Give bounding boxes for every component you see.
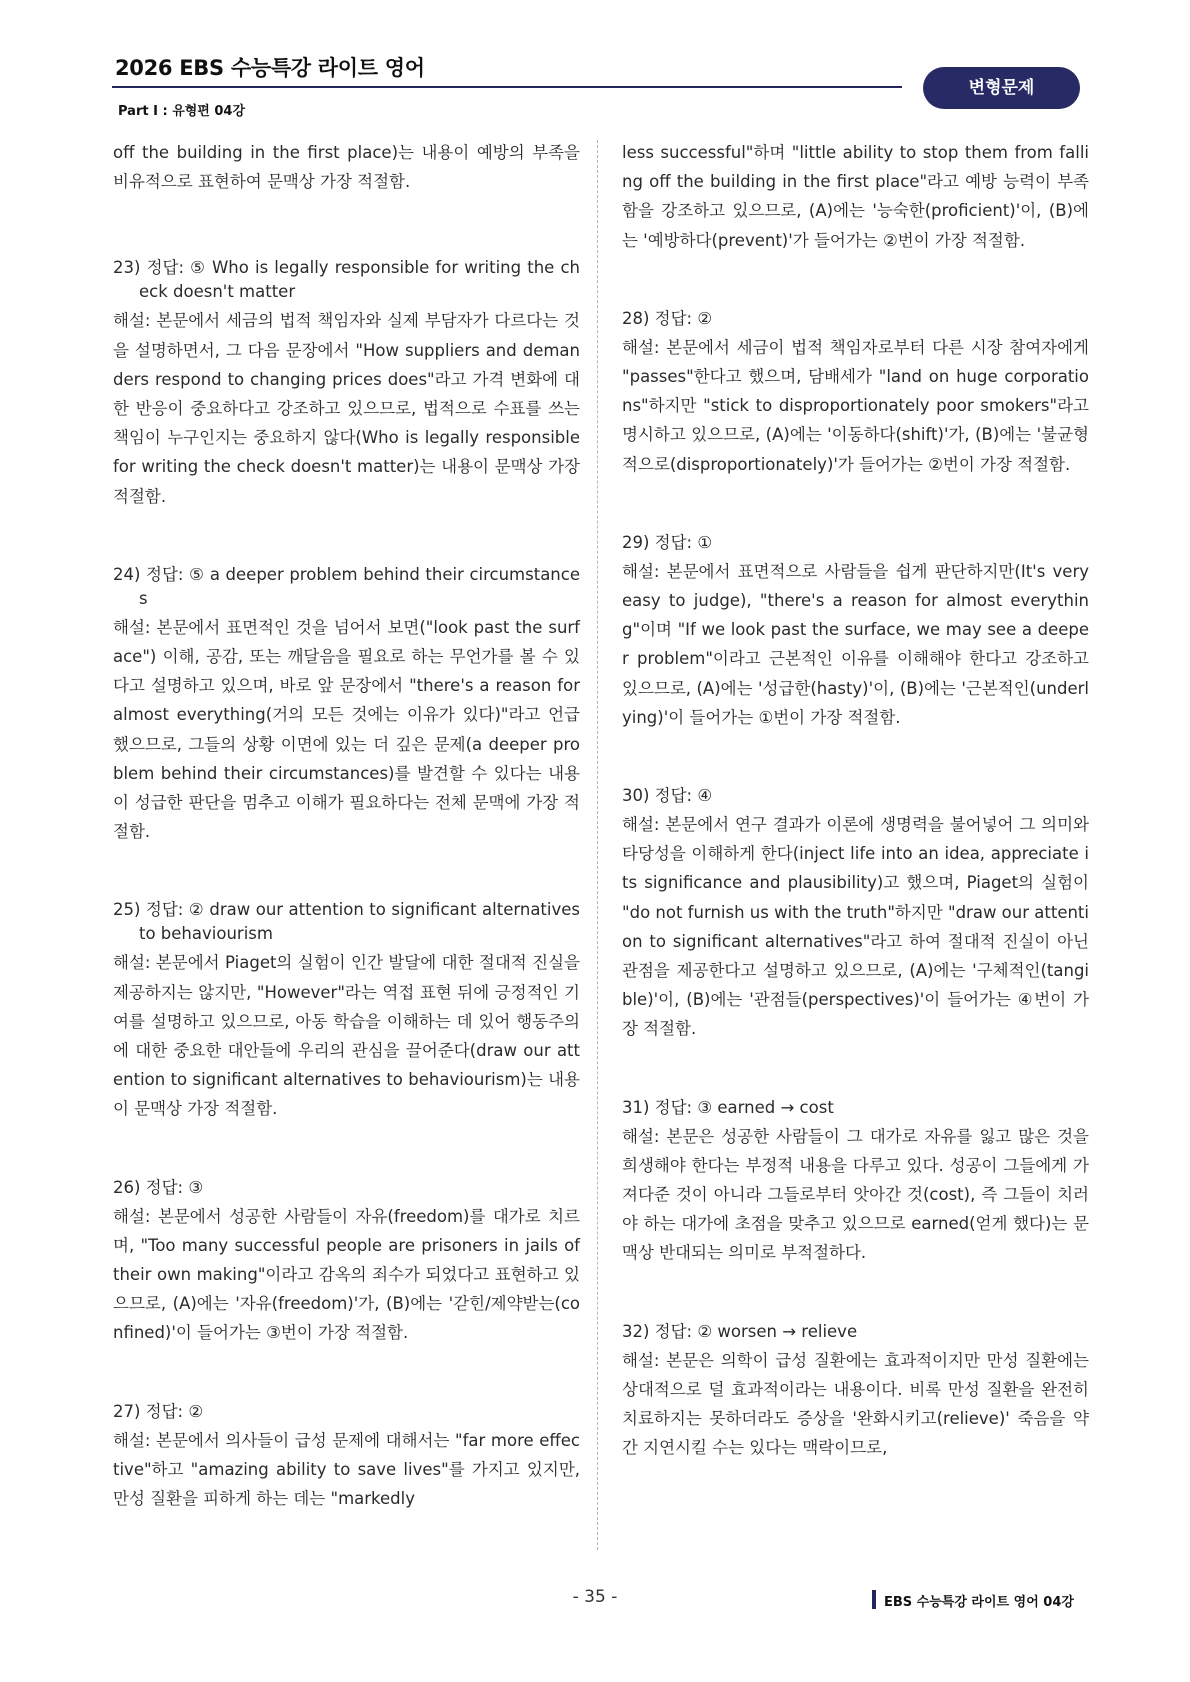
header-divider [112,86,902,88]
explanation-text: 해설: 본문에서 연구 결과가 이론에 생명력을 불어넣어 그 의미와 타당성을 이해하게 한다(inject life into an idea, appreciate its significance and plausibility)고 했으며, Piaget의 실험이 "do not furnish us with the truth"하지만 "draw our attention to significant alternatives"라고 하여 절대적 진실이 아닌 관점을 제공한다고 설명하고 있으므로, (A)에는 '구체적인(tangible)'이, (B)에는 '관점들(perspectives)'이 들어가는 ④번이 가장 적절함. [622,815,1089,1039]
answer-entry-27 [113,1400,580,1514]
page-number: - 35 - [572,1587,618,1607]
explanation-text: 해설: 본문은 성공한 사람들이 그 대가로 자유를 잃고 많은 것을 희생해야 한다는 부정적 내용을 다루고 있다. 성공이 그들에게 가져다준 것이 아니라 그들로부터 앗아간 것(cost), 즉 그들이 치러야 하는 대가에 초점을 맞추고 있으므로 earned(얻게 했다)는 문맥상 반대되는 의미로 부적절하다. [622,1126,1089,1263]
section-badge: 변형문제 [923,67,1080,109]
answer-line: 32) 정답: ② worsen → relieve [622,1321,858,1341]
answer-entry-25 [113,898,580,1123]
answer-line: 26) 정답: ③ [113,1177,204,1197]
answer-entry-24 [113,563,580,847]
left-column [113,138,580,1513]
continuation-text: less successful"하며 "little ability to stop them from falling off the building in the first place"라고 예방 능력이 부족함을 강조하고 있으므로, (A)에는 '능숙한(proficient)'이, (B)에는 '예방하다(prevent)'가 들어가는 ②번이 가장 적절함. [622,143,1089,250]
page-header-subtitle: Part Ⅰ : 유형편 04강 [118,104,246,119]
answer-line: 25) 정답: ② draw our attention to significant alternatives to behaviourism [113,900,580,944]
explanation-text: 해설: 본문에서 성공한 사람들이 자유(freedom)를 대가로 치르며, "Too many successful people are prisoners in jails of their own making"이라고 감옥의 죄수가 되었다고 표현하고 있으므로, (A)에는 '자유(freedom)'가, (B)에는 '갇힌/제약받는(confined)'이 들어가는 ③번이 가장 적절함. [113,1206,580,1343]
answer-entry-32 [622,1320,1089,1463]
explanation-text: 해설: 본문에서 표면적인 것을 넘어서 보면("look past the surface") 이해, 공감, 또는 깨달음을 필요로 하는 무언가를 볼 수 있다고 설명하고 있으며, 바로 앞 문장에서 "there's a reason for almost everything(거의 모든 것에는 이유가 있다)"라고 언급했으므로, 그들의 상황 이면에 있는 더 깊은 문제(a deeper problem behind their circumstances)를 발견할 수 있다는 내용이 성급한 판단을 멈추고 이해가 필요하다는 전체 문맥에 가장 적절함. [113,617,580,842]
answer-entry-31 [622,1096,1089,1268]
answer-line: 24) 정답: ⑤ a deeper problem behind their circumstances [113,564,580,608]
answer-line: 28) 정답: ② [622,308,713,328]
answer-entry-29 [622,531,1089,732]
answer-line: 29) 정답: ① [622,532,713,552]
footer-book-title: EBS 수능특강 라이트 영어 04강 [884,1595,1074,1610]
answer-entry-23 [113,256,580,510]
footer-accent-bar [872,1590,876,1609]
right-column [622,138,1089,1463]
answer-line: 30) 정답: ④ [622,786,713,806]
explanation-text: 해설: 본문에서 표면적으로 사람들을 쉽게 판단하지만(It's very easy to judge), "there's a reason for almost everything"이며 "If we look past the surface, we may see a deeper problem"이라고 근본적인 이유를 이해해야 한다고 강조하고 있으므로, (A)에는 '성급한(hasty)'이, (B)에는 '근본적인(underlying)'이 들어가는 ①번이 가장 적절함. [622,561,1089,727]
column-divider [597,140,598,1550]
explanation-text: 해설: 본문에서 의사들이 급성 문제에 대해서는 "far more effective"하고 "amazing ability to save lives"를 가지고 있지만, 만성 질환을 피하게 하는 데는 "markedly [113,1430,580,1509]
answer-entry-30 [622,784,1089,1044]
explanation-text: 해설: 본문에서 세금이 법적 책임자로부터 다른 시장 참여자에게 "passes"한다고 했으며, 담배세가 "land on huge corporations"하지만 "stick to disproportionately poor smokers"라고 명시하고 있으므로, (A)에는 '이동하다(shift)'가, (B)에는 '불균형적으로(disproportionately)'가 들어가는 ②번이 가장 적절함. [622,337,1089,474]
answer-entry-28 [622,307,1089,479]
answer-line: 27) 정답: ② [113,1401,204,1421]
explanation-text: 해설: 본문은 의학이 급성 질환에는 효과적이지만 만성 질환에는 상대적으로 덜 효과적이라는 내용이다. 비록 만성 질환을 완전히 치료하지는 못하더라도 증상을 '완화시키고(relieve)' 죽음을 약간 지연시킬 수는 있다는 맥락이므로, [622,1350,1089,1458]
explanation-text: 해설: 본문에서 세금의 법적 책임자와 실제 부담자가 다르다는 것을 설명하면서, 그 다음 문장에서 "How suppliers and demanders respond to changing prices does"라고 가격 변화에 대한 반응이 중요하다고 강조하고 있으므로, 법적으로 수표를 쓰는 책임이 누구인지는 중요하지 않다(Who is legally responsible for writing the check doesn't matter)는 내용이 문맥상 가장 적절함. [113,311,580,506]
continuation-text: off the building in the first place)는 내용이 예방의 부족을 비유적으로 표현하여 문맥상 가장 적절함. [113,143,580,192]
answer-entry-26 [113,1176,580,1348]
answer-line: 23) 정답: ⑤ Who is legally responsible for writing the check doesn't matter [113,258,580,302]
page-header-title: 2026 EBS 수능특강 라이트 영어 [115,56,425,80]
explanation-text: 해설: 본문에서 Piaget의 실험이 인간 발달에 대한 절대적 진실을 제공하지는 않지만, "However"라는 역접 표현 뒤에 긍정적인 기여를 설명하고 있으므로, 아동 학습을 이해하는 데 있어 행동주의에 대한 중요한 대안들에 우리의 관심을 끌어준다(draw our attention to significant alternatives to behaviourism)는 내용이 문맥상 가장 적절함. [113,953,580,1119]
answer-line: 31) 정답: ③ earned → cost [622,1097,834,1117]
